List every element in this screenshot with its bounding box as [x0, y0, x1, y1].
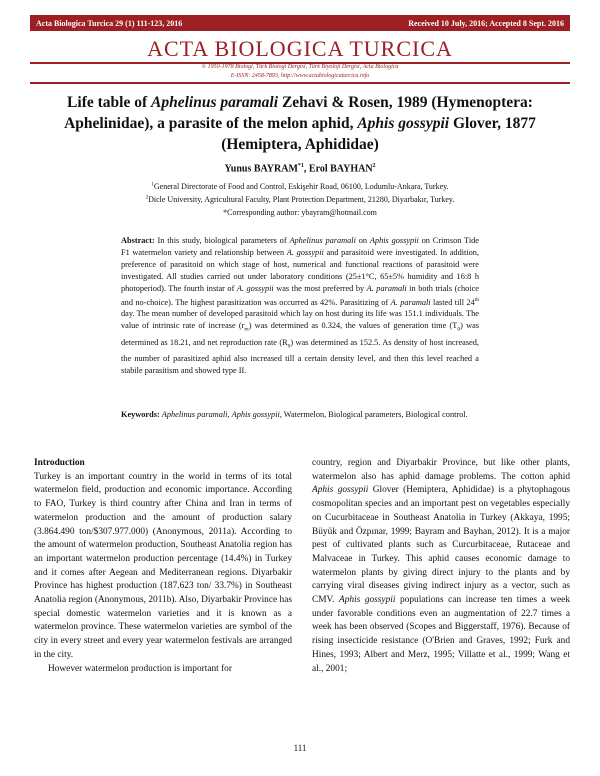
body-column-right: [312, 457, 570, 676]
title-species-2: Aphis gossypii: [357, 115, 450, 132]
body-column-left: [34, 457, 292, 676]
journal-header-bar: [30, 15, 570, 31]
journal-name: ACTA BIOLOGICA TURCICA: [147, 36, 453, 61]
author-1: Yunus BAYRAM: [224, 163, 298, 175]
eissn-line: E-ISSN: 2458-7893, http://www.actabiologicaturcica.info: [230, 73, 370, 79]
issn-line: © 1950-1978 Biologi, Türk Biologi Dergisi, Türk Biyoloji Dergisi, Acta Biologica: [201, 64, 399, 70]
author-2: Erol BAYHAN: [308, 163, 373, 175]
journal-reference: Acta Biologica Turcica 29 (1) 111-123, 2016: [36, 18, 183, 28]
affiliation-1: $^1$General Directorate of Food and Control, Eskişehir Road, 06100, Lodumlu-Ankara, Turkey.: [151, 182, 449, 191]
introduction-heading: Introduction: [34, 458, 85, 468]
article-title: Life table of Aphelinus paramali Zehavi & Rosen, 1989 (Hymenoptera: Aphelinidae), a parasite of the melon aphid, Aphis gossypii Glover, 1877 (Hemiptera, Aphididae): [64, 94, 536, 153]
keywords: Keywords: Aphelinus paramali, Aphis gossypii, Watermelon, Biological parameters, Biological control.: [121, 410, 468, 419]
affiliation-2: $^2$Dicle University, Agricultural Faculty, Plant Protection Department, 21280, Diyarbakır, Turkey.: [145, 195, 455, 204]
received-accepted-dates: Received 10 July, 2016; Accepted 8 Sept. 2016: [408, 18, 564, 28]
intro-paragraph-1: Turkey is an important country in the world in terms of its total watermelon field, production and economic importance. According to FAO, Turkey is third country after China and Iran in terms of watermelon production and the amount of production salary (3.864.490 ton/$307.977.000) (Anonymous, 2011a). According to the amount of watermelon production, Southeast Anatolia region has an important watermelon production percentage (14.4%) in Turkey and it comes after Aegean and Mediterranean regions. Diyarbakir Province has highest production (187.623 ton/ 33.7%) in Southeast Anatolia region (Anonymous, 2011b). Also, Diyarbakir Province has special domestic watermelon varieties and it is known as a watermelon province. These watermelon varieties are symbol of the city in every street and every year watermelon festivals are arranged in the city.: [34, 471, 292, 660]
intro-paragraph-continued: country, region and Diyarbakir Province, but like other plants, watermelon also has aphid damage problems. The cotton aphid Aphis gossypii Glover (Hemiptera, Aphididae) is a phytophagous cosmopolitan species and an important pest on vegetables especially on Cucurbitaceae in Southeast Anatolia in Turkey (Akkaya, 1995; Büyük and Özpınar, 1999; Bayram and Bayhan, 2012). It is a major pest of cultivated plants such as Curcurbitaceae, Rutaceae and Malvaceae in Turkey. This aphid causes economic damage to watermelon plants by giving direct injury to the plants and by carrying viral diseases giving indirect injury as a vector, such as CMV. Aphis gossypii populations can increase ten times a week under favorable conditions even an augmentation of 22.7 times a week has been observed (Scopes and Biggerstaff, 1976). Because of rising insecticide resistance (O'Brien and Graves, 1992; Furk and Hines, 1993; Albert and Merz, 1995; Villatte et al., 1999; Wang et al., 2001;: [312, 458, 571, 674]
abstract: Abstract: In this study, biological parameters of Aphelinus paramali on Aphis gossypii on Crimson Tide F1 watermelon variety and relationship between A. gossypii and parasitoid were investigated. In addition, preference of parasitoid on which stage of host, numerical and functional reactions of parasitoid were investigated. All studies carried out under laboratory conditions (25±1°C, 65±5% humidity and 16:8 h photoperiod). The fourth instar of A. gossypii was the most preferred by A. paramali in both trials (choice and no-choice). The highest parasitization was occurred as 42%. Parasitizing of A. paramali lasted till 24th day. The mean number of developed parasitoid which lay on host during its life was 151.1 individuals. The value of intrinsic rate of increase $(r_m)$ was determined as 0.324, the values of generation time $(T_0)$ was determined as 18.21, and net reproduction rate $(R_0)$ was determined as 152.5. As density of host increased, the number of parasitized aphid also increased till a certain density level, and then this level reached a stabile parasitism and showed type II.: [121, 236, 480, 376]
intro-paragraph-2: However watermelon production is important for: [48, 663, 232, 674]
corresponding-author: *Corresponding author: ybayram@hotmail.com: [223, 208, 377, 217]
title-species-1: Aphelinus paramali: [151, 94, 279, 111]
author-list: Yunus BAYRAM$^{*1}$, Erol BAYHAN$^2$: [224, 163, 376, 175]
header-rule-bottom: [30, 82, 570, 84]
page-number: 111: [293, 743, 307, 753]
